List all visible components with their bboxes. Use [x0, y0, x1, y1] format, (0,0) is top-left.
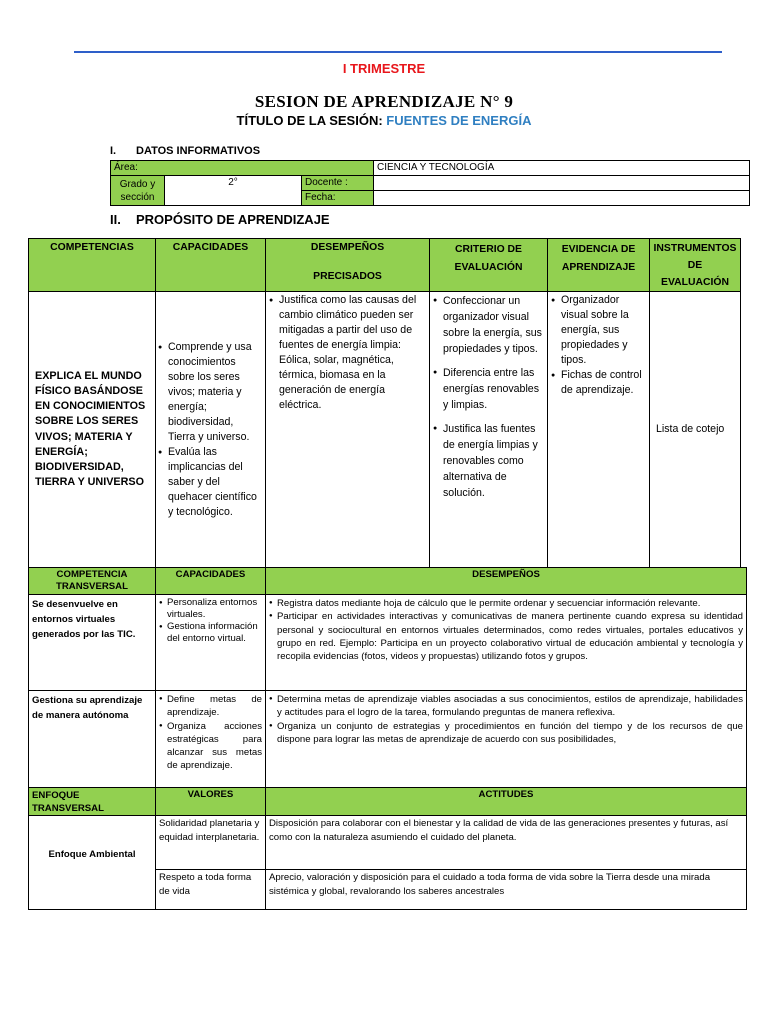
criterio-item: ● Confeccionar un organizador visual sobre la energía, sus propiedades y tipos. [433, 293, 544, 357]
area-value: CIENCIA Y TECNOLOGÍA [374, 161, 750, 176]
proposito-table [28, 238, 741, 568]
desempenos-autonoma [266, 691, 747, 788]
header-enfoque-transversal: ENFOQUE TRANSVERSAL [29, 788, 156, 816]
criterio-item: ● Diferencia entre las energías renovables y limpias. [433, 365, 544, 413]
header-evidencia: EVIDENCIA DE APRENDIZAJE [548, 239, 650, 292]
header-desempenos [266, 239, 430, 292]
subtitle-topic: FUENTES DE ENERGÍA [386, 113, 532, 128]
header-desempenos-line1: DESEMPEÑOS [310, 242, 385, 253]
header-competencia-transversal: COMPETENCIA TRANSVERSAL [29, 568, 156, 595]
evidencias-cell [548, 292, 650, 568]
actitud-respeto: Aprecio, valoración y disposición para el cuidado a toda forma de vida sobre la Tierra desde una mirada sistémica y global, revalorando los saberes ancestrales [266, 870, 747, 910]
header-desempenos: DESEMPEÑOS [266, 568, 747, 595]
section-title: PROPÓSITO DE APRENDIZAJE [136, 212, 330, 227]
fecha-label: Fecha: [302, 191, 374, 206]
evidencia-item: ● Organizador visual sobre la energía, sus propiedades y tipos. [551, 293, 646, 368]
actitud-solidaridad: Disposición para colaborar con el bienestar y la calidad de vida de las generaciones presentes y futuras, así como con la naturaleza asumiendo el cuidado del planeta. [266, 816, 747, 870]
capacidad-item: ● Evalúa las implicancias del saber y del quehacer científico y tecnológico. [158, 445, 262, 520]
valor-solidaridad: Solidaridad planetaria y equidad interplanetaria. [156, 816, 266, 870]
desempeno-item: ● Justifica como las causas del cambio climático pueden ser mitigadas a partir del uso de fuentes de energía limpia: Eólica, solar, magnética, térmica, biomasa en la generación de energía eléctrica. [269, 293, 426, 413]
capacidad-item: ● Define metas de aprendizaje. [159, 693, 262, 720]
capacidad-item: ● Comprende y usa conocimientos sobre los seres vivos; materia y energía; biodiversidad, Tierra y universo. [158, 340, 262, 445]
capacidad-item: ● Organiza acciones estratégicas para alcanzar sus metas de aprendizaje. [159, 720, 262, 773]
capacidad-item: ● Personaliza entornos virtuales. [159, 597, 262, 621]
desempenos-tic [266, 595, 747, 691]
enfoque-name: Enfoque Ambiental [29, 816, 156, 910]
header-rule [74, 51, 722, 53]
desempeno-item: ● Registra datos mediante hoja de cálculo que le permite ordenar y secuenciar información relevante. [269, 597, 743, 610]
desempeno-item: ● Determina metas de aprendizaje viables asociadas a sus conocimientos, estilos de aprendizaje, habilidades y actitudes para el logro de la tarea, formulando preguntas de manera reflexiva. [269, 693, 743, 720]
trimestre-label: I TRIMESTRE [342, 61, 426, 76]
section-number: I. [110, 145, 117, 157]
datos-table [110, 160, 750, 206]
capacidades-tic [156, 595, 266, 691]
instrumento-cell: Lista de cotejo [650, 292, 741, 568]
header-valores: VALORES [156, 788, 266, 816]
header-desempenos-line2: PRECISADOS [313, 271, 382, 282]
evidencia-item: ● Fichas de control de aprendizaje. [551, 368, 646, 398]
criterio-item: ● Justifica las fuentes de energía limpias y renovables como alternativa de solución. [433, 421, 544, 501]
criterios-cell [430, 292, 548, 568]
section-number: II. [110, 212, 121, 227]
section-datos-informativos [110, 145, 260, 157]
docente-value[interactable] [374, 176, 750, 191]
desempeno-item: ● Participar en actividades interactivas y comunicativas de manera pertinente cuando expresa su identidad personal y sociocultural en entornos virtuales determinados, como redes virtuales, portales educativos y grupo en red. Ejemplo: Participa en un proyecto colaborativo virtual de educación ambiental y tecnología y recopila evidencias (fotos, videos y propuestas) utilizando fotos y grupos. [269, 610, 743, 663]
fecha-value[interactable] [374, 191, 750, 206]
header-capacidades: CAPACIDADES [156, 239, 266, 292]
capacidad-item: ● Gestiona información del entorno virtual. [159, 621, 262, 645]
header-actitudes: ACTITUDES [266, 788, 747, 816]
header-instrumentos: INSTRUMENTOS DE EVALUACIÓN [650, 239, 741, 292]
grado-label: Grado y sección [111, 176, 165, 206]
section-proposito [110, 212, 330, 227]
valor-respeto: Respeto a toda forma de vida [156, 870, 266, 910]
subtitle-prefix: TÍTULO DE LA SESIÓN: [236, 113, 387, 128]
transversal-table [28, 567, 747, 910]
session-subtitle [0, 113, 768, 128]
competencia-autonoma: Gestiona su aprendizaje de manera autónoma [29, 691, 156, 788]
docente-label: Docente : [302, 176, 374, 191]
grado-value: 2° [165, 176, 302, 206]
section-title: DATOS INFORMATIVOS [136, 145, 261, 157]
desempenos-cell [266, 292, 430, 568]
competencia-tic: Se desenvuelve en entornos virtuales generados por las TIC. [29, 595, 156, 691]
header-competencias: COMPETENCIAS [29, 239, 156, 292]
session-title: SESION DE APRENDIZAJE N° 9 [254, 92, 514, 111]
capacidades-autonoma [156, 691, 266, 788]
area-label: Área: [111, 161, 374, 176]
header-capacidades: CAPACIDADES [156, 568, 266, 595]
competencia-cell: EXPLICA EL MUNDO FÍSICO BASÁNDOSE EN CONOCIMIENTOS SOBRE LOS SERES VIVOS; MATERIA Y ENERGÍA; BIODIVERSIDAD, TIERRA Y UNIVERSO [29, 292, 156, 568]
capacidades-cell [156, 292, 266, 568]
header-criterio: CRITERIO DE EVALUACIÓN [430, 239, 548, 292]
desempeno-item: ● Organiza un conjunto de estrategias y procedimientos en función del tiempo y de los recursos de que dispone para lograr las metas de aprendizaje de acuerdo con sus posibilidades, [269, 720, 743, 747]
